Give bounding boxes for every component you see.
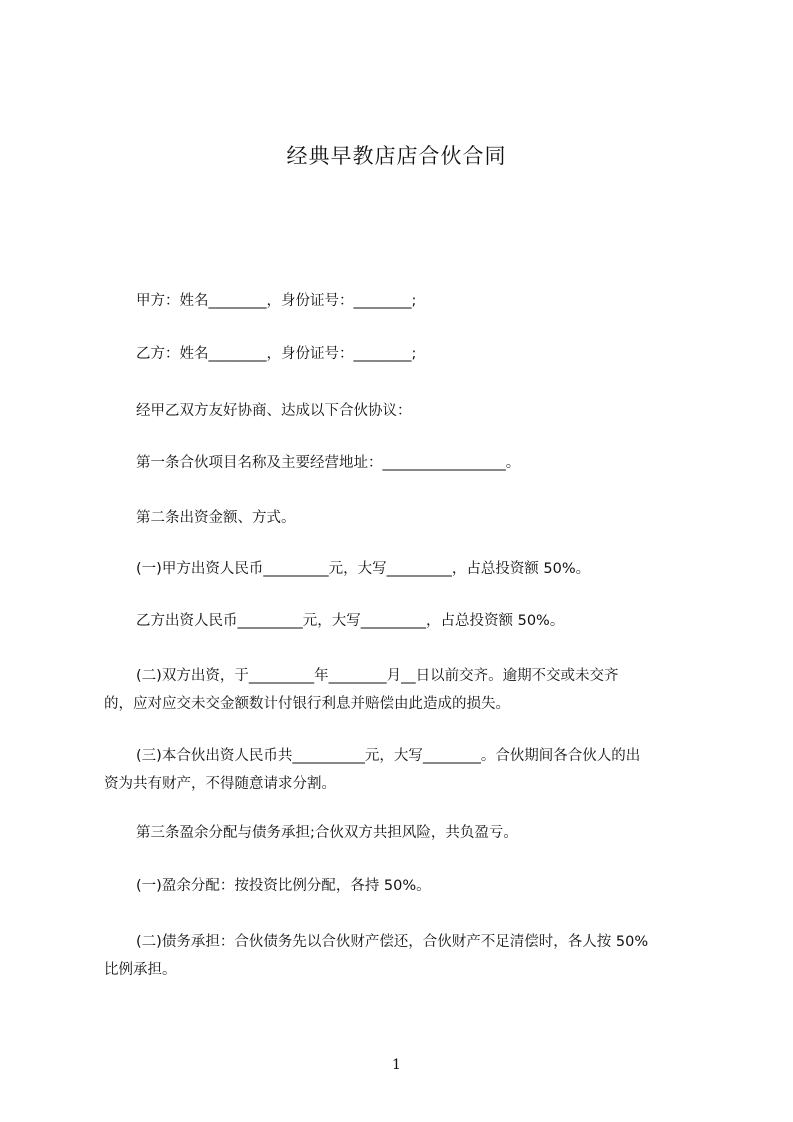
article-3: 第三条盈余分配与债务承担;合伙双方共担风险，共负盈亏。	[136, 825, 518, 841]
article-2-item-3-line-1: (三)本合伙出资人民币共__________元，大写________。合伙期间各合伙人的出	[136, 748, 641, 764]
article-3-item-1: (一)盈余分配：按投资比例分配，各持 50%。	[136, 878, 431, 894]
article-2-party-b: 乙方出资人民币_________元，大写_________，占总投资额 50%。	[136, 613, 565, 629]
party-b-line: 乙方：姓名________，身份证号：________;	[136, 346, 417, 362]
intro-paragraph: 经甲乙双方友好协商、达成以下合伙协议：	[136, 403, 412, 419]
party-a-line: 甲方：姓名________，身份证号：________;	[136, 293, 417, 309]
document-title: 经典早教店店合伙合同	[286, 144, 507, 168]
article-2-item-3-line-2: 资为共有财产，不得随意请求分割。	[104, 776, 336, 792]
article-3-item-2	[104, 928, 700, 984]
page-number: 1	[392, 1057, 401, 1073]
article-3-item-2-line-1: (二)债务承担：合伙债务先以合伙财产偿还，合伙财产不足清偿时，各人按 50%	[136, 934, 649, 950]
article-2-item-2-line-1: (二)双方出资，于_________年________月__日以前交齐。逾期不交或未交齐	[136, 668, 619, 684]
article-2-item-1: (一)甲方出资人民币_________元，大写_________，占总投资额 50%。	[136, 561, 591, 577]
article-3-item-2-line-2: 比例承担。	[104, 962, 177, 978]
article-2-item-3	[104, 742, 700, 798]
article-2-item-2-line-2: 的，应对应交未交金额数计付银行利息并赔偿由此造成的损失。	[104, 696, 510, 712]
article-2: 第二条出资金额、方式。	[136, 510, 296, 526]
article-1: 第一条合伙项目名称及主要经营地址：_________________。	[136, 455, 521, 471]
article-2-item-2	[104, 662, 700, 718]
